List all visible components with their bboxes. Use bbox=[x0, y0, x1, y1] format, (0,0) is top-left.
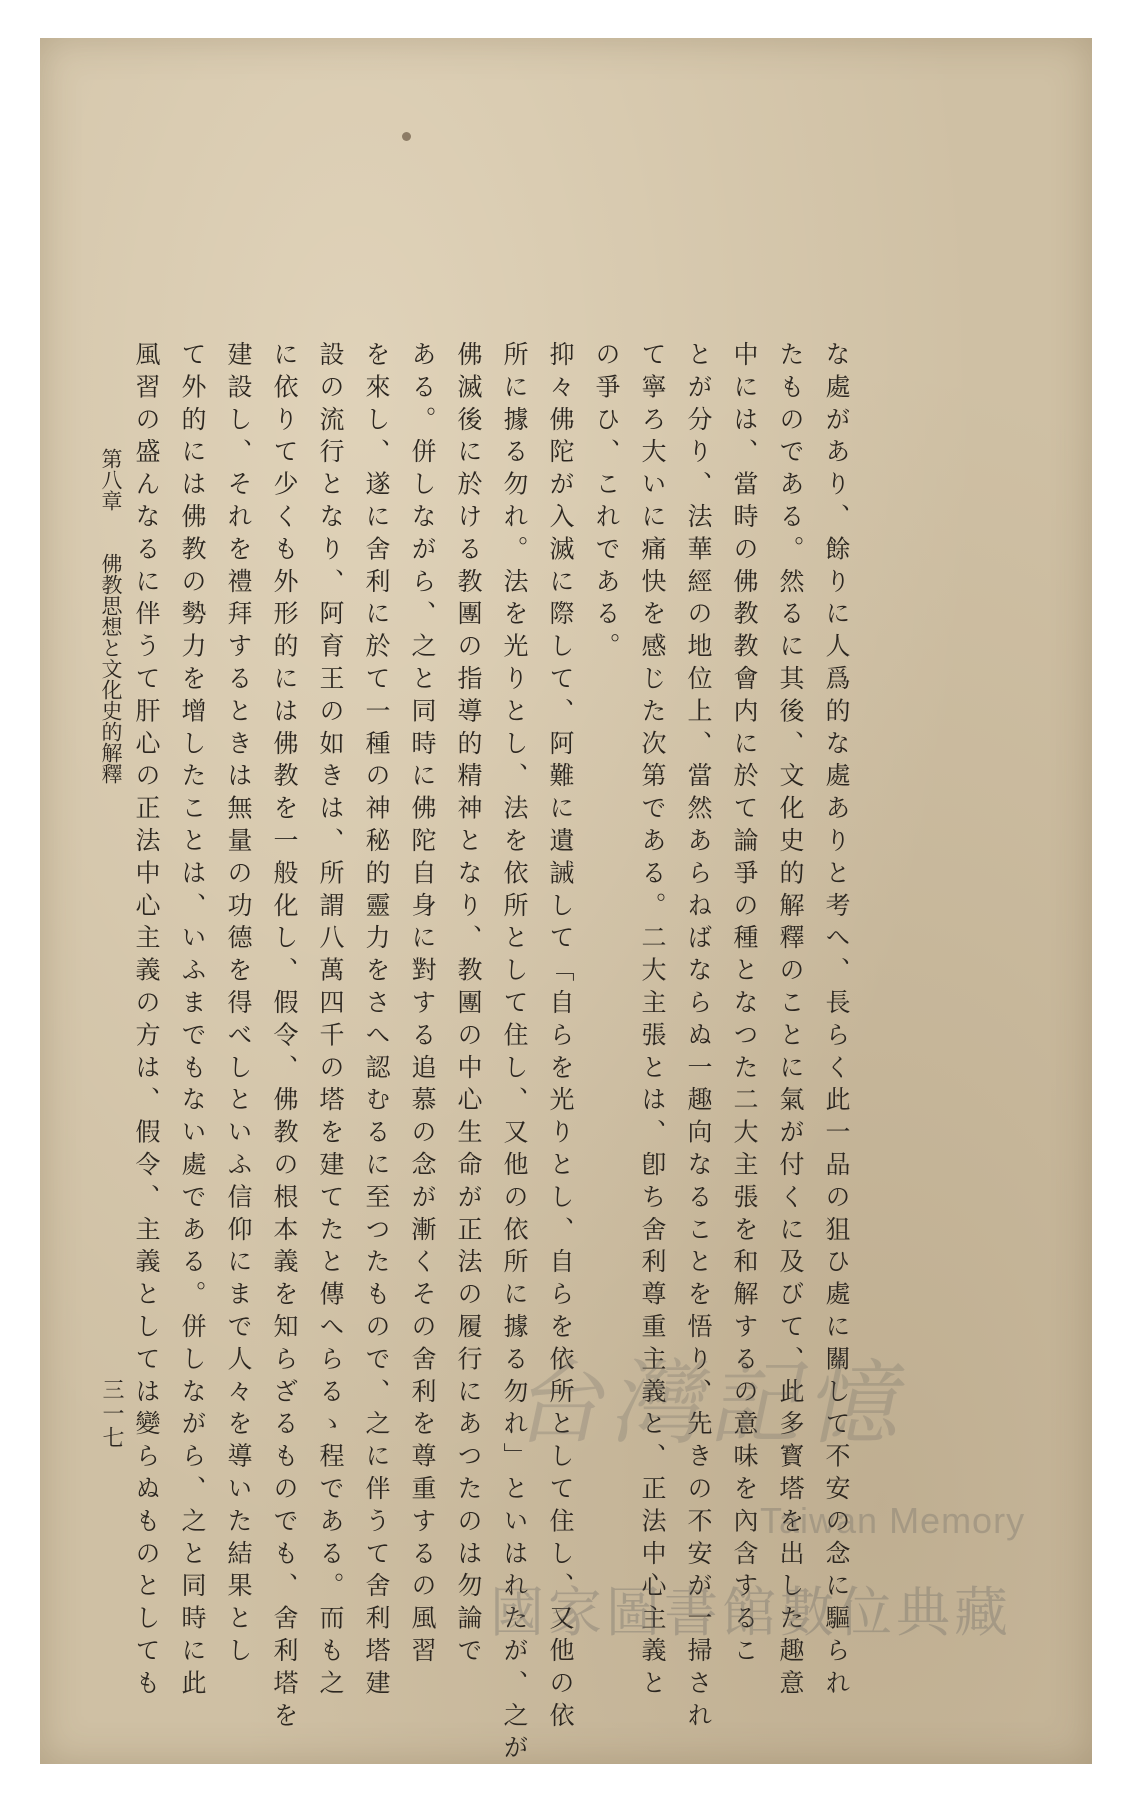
running-head-title: 佛教思想と文化史的解釋 bbox=[99, 553, 123, 784]
body-column: 抑々佛陀が入滅に際して、阿難に遺誡して「自らを光りとし、自らを依所として住し、又他の依 bbox=[546, 341, 575, 1735]
running-head-chapter: 第八章 bbox=[99, 448, 123, 511]
page-number: 三一七 bbox=[99, 1378, 124, 1450]
body-column: たものである。然るに其後、文化史的解釋のことに氣が付くに及びて、此多寳塔を出した趣意 bbox=[776, 341, 805, 1702]
body-column: の爭ひ、これである。 bbox=[592, 341, 621, 665]
running-head bbox=[94, 448, 128, 784]
body-column: ある。併しながら、之と同時に佛陀自身に對する追慕の念が漸くその舍利を尊重するの風習 bbox=[408, 341, 437, 1670]
body-column: て寧ろ大いに痛快を感じた次第である。二大主張とは、卽ち舍利尊重主義と、正法中心主義と bbox=[638, 341, 667, 1702]
body-column: な處があり、餘りに人爲的な處ありと考へ、長らく此一品の狙ひ處に關して不安の念に驅られ bbox=[822, 341, 851, 1702]
body-column: 風習の盛んなるに伴うて肝心の正法中心主義の方は、假令、主義としては變らぬものとしても bbox=[132, 341, 161, 1702]
body-column: とが分り、法華經の地位上、當然あらねばならぬ一趣向なることを悟り、先きの不安が一掃され bbox=[684, 341, 713, 1735]
body-column: 佛滅後に於ける教團の指導的精神となり、教團の中心生命が正法の履行にあつたのは勿論で bbox=[454, 341, 483, 1670]
watermark-english: Taiwan Memory bbox=[760, 1500, 1026, 1541]
body-column: に依りて少くも外形的には佛教を一般化し、假令、佛教の根本義を知らざるものでも、舍利塔を bbox=[270, 341, 299, 1735]
watermark-logo: 台灣記憶 bbox=[507, 1350, 922, 1457]
ink-spot bbox=[402, 132, 411, 141]
watermark-chinese: 國家圖書館數位典藏 bbox=[490, 1581, 1012, 1644]
body-column: を來し、遂に舍利に於て一種の神秘的靈力をさへ認むるに至つたもので、之に伴うて舍利塔建 bbox=[362, 341, 391, 1702]
body-column: 中には、當時の佛教教會内に於て論爭の種となつた二大主張を和解するの意味を內含するこ bbox=[730, 341, 759, 1670]
body-column: 設の流行となり、阿育王の如きは、所謂八萬四千の塔を建てたと傳へらるゝ程である。而も之 bbox=[316, 341, 345, 1702]
body-column: 所に據る勿れ。法を光りとし、法を依所として住し、又他の依所に據る勿れ」といはれたが、之が bbox=[500, 341, 529, 1767]
body-column: 建設し、それを禮拜するときは無量の功德を得べしといふ信仰にまで人々を導いた結果とし bbox=[224, 341, 253, 1670]
body-column: て外的には佛教の勢力を增したことは、いふまでもない處である。併しながら、之と同時に此 bbox=[178, 341, 207, 1702]
